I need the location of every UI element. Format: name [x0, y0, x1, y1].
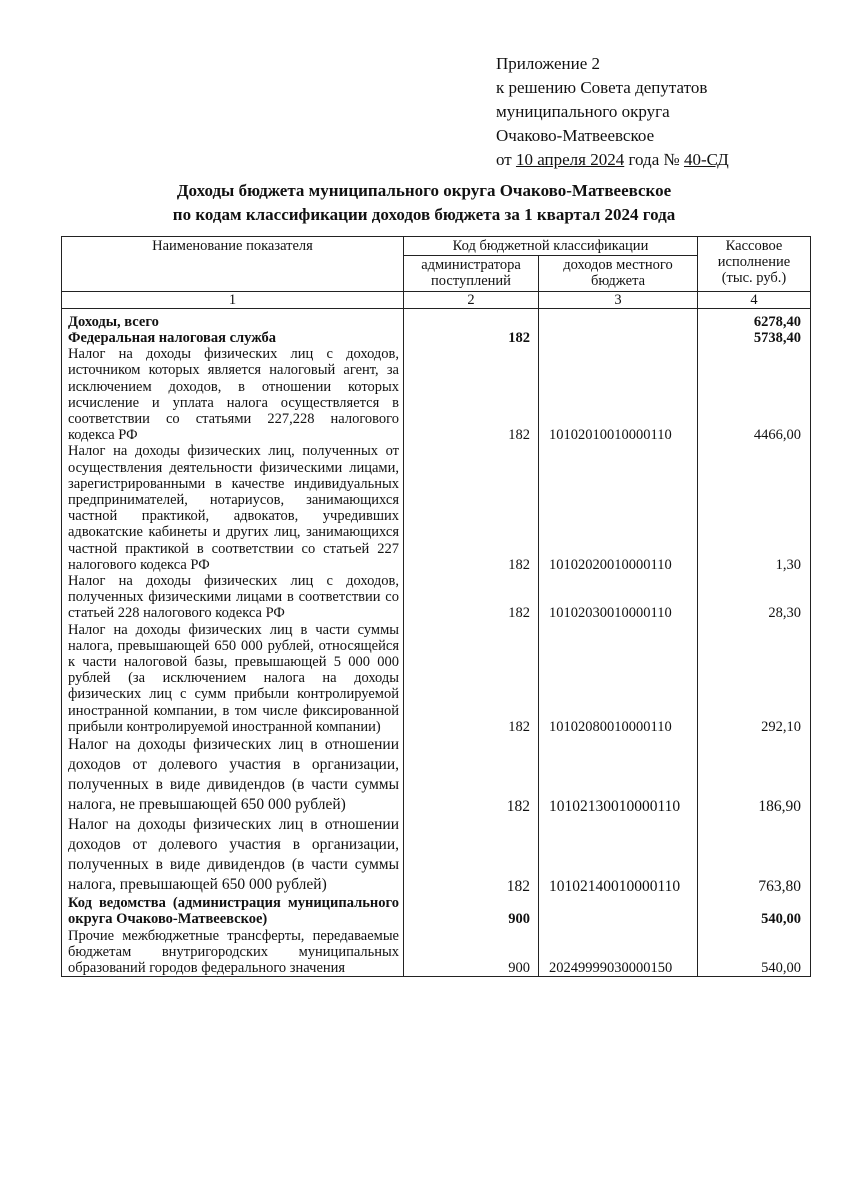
row-name: Налог на доходы физических лиц с доходов, полученных физическими лицами в соответствии со статьей 228 налогового кодекса РФ — [62, 573, 404, 622]
row-name: Налог на доходы физических лиц в отношении доходов от долевого участия в организации, полученных в виде дивидендов (в части суммы налога, не превышающей 650 000 рублей) — [62, 735, 404, 815]
row-admin-code: 182 — [404, 735, 539, 815]
row-name: Код ведомства (администрация муниципального округа Очаково-Матвеевское) — [62, 895, 404, 927]
appendix-block — [496, 52, 729, 172]
document-title — [0, 179, 848, 227]
row-income-code: 10102130010000110 — [539, 735, 698, 815]
row-income-code: 20249999030000150 — [539, 928, 698, 977]
row-income-code: 10102020010000110 — [539, 443, 698, 573]
header-admin: администратора поступлений — [404, 256, 539, 291]
table-row — [62, 815, 811, 895]
row-amount: 6278,40 — [698, 308, 811, 330]
title-line-1: Доходы бюджета муниципального округа Очаково-Матвеевское — [176, 181, 672, 200]
row-name: Доходы, всего — [62, 308, 404, 330]
row-name: Налог на доходы физических лиц в отношении доходов от долевого участия в организации, полученных в виде дивидендов (в части суммы налога, превышающей 650 000 рублей) — [62, 815, 404, 895]
row-admin-code — [404, 308, 539, 330]
row-amount: 540,00 — [698, 895, 811, 927]
row-income-code: 10102080010000110 — [539, 622, 698, 735]
date-prefix: от — [496, 150, 516, 169]
appendix-line: Приложение 2 — [496, 54, 600, 73]
header-name: Наименование показателя — [62, 237, 404, 292]
row-admin-code: 900 — [404, 928, 539, 977]
row-amount: 4466,00 — [698, 346, 811, 443]
row-admin-code: 182 — [404, 330, 539, 346]
title-line-2: по кодам классификации доходов бюджета за 1 квартал 2024 года — [172, 205, 676, 224]
row-income-code: 10102010010000110 — [539, 346, 698, 443]
table-row — [62, 928, 811, 977]
row-admin-code: 182 — [404, 815, 539, 895]
table-row — [62, 895, 811, 927]
revenue-table — [61, 236, 811, 977]
row-admin-code: 900 — [404, 895, 539, 927]
table-row — [62, 346, 811, 443]
row-amount: 1,30 — [698, 443, 811, 573]
row-admin-code: 182 — [404, 573, 539, 622]
row-name: Федеральная налоговая служба — [62, 330, 404, 346]
table-row — [62, 622, 811, 735]
appendix-date-line — [496, 148, 729, 172]
header-execution: Кассовое исполнение (тыс. руб.) — [698, 237, 811, 292]
header-code-group: Код бюджетной классификации — [404, 237, 698, 256]
column-number: 1 — [62, 291, 404, 308]
date-mid: года № — [624, 150, 684, 169]
row-amount: 540,00 — [698, 928, 811, 977]
row-income-code — [539, 895, 698, 927]
column-number: 4 — [698, 291, 811, 308]
row-admin-code: 182 — [404, 443, 539, 573]
row-name: Налог на доходы физических лиц, полученных от осуществления деятельности физическими лицами, зарегистрированными в качестве индивидуальных предпринимателей, нотариусов, занимающихся частной практикой, адвокатов, учредивших адвокатские кабинеты и других лиц, занимающихся частной практикой в соответствии со статьей 227 налогового кодекса РФ — [62, 443, 404, 573]
column-number: 2 — [404, 291, 539, 308]
appendix-line: к решению Совета депутатов — [496, 78, 708, 97]
header-local: доходов местного бюджета — [539, 256, 698, 291]
table-row — [62, 573, 811, 622]
appendix-line: Очаково-Матвеевское — [496, 126, 655, 145]
appendix-line: муниципального округа — [496, 102, 670, 121]
row-name: Налог на доходы физических лиц с доходов, источником которых является налоговый агент, за исключением доходов, в отношении которых исчисление и уплата налога осуществляется в соответствии со статьями 227,228 налогового кодекса РФ — [62, 346, 404, 443]
row-name: Прочие межбюджетные трансферты, передаваемые бюджетам внутригородских муниципальных образований городов федерального значения — [62, 928, 404, 977]
table-row — [62, 330, 811, 346]
row-income-code — [539, 308, 698, 330]
row-amount: 28,30 — [698, 573, 811, 622]
row-income-code — [539, 330, 698, 346]
row-admin-code: 182 — [404, 622, 539, 735]
table-row — [62, 308, 811, 330]
row-amount: 292,10 — [698, 622, 811, 735]
row-amount: 186,90 — [698, 735, 811, 815]
row-amount: 5738,40 — [698, 330, 811, 346]
row-income-code: 10102030010000110 — [539, 573, 698, 622]
row-amount: 763,80 — [698, 815, 811, 895]
table-row — [62, 735, 811, 815]
decision-date: 10 апреля 2024 — [515, 150, 625, 169]
row-income-code: 10102140010000110 — [539, 815, 698, 895]
column-number: 3 — [539, 291, 698, 308]
decision-number: 40-СД — [683, 150, 729, 169]
row-admin-code: 182 — [404, 346, 539, 443]
row-name: Налог на доходы физических лиц в части суммы налога, превышающей 650 000 рублей, относящейся к части налоговой базы, превышающей 5 000 000 рублей (за исключением налога на доходы физических лиц с сумм прибыли контролируемой иностранной компании, в том числе фиксированной прибыли контролируемой иностранной компании) — [62, 622, 404, 735]
table-row — [62, 443, 811, 573]
